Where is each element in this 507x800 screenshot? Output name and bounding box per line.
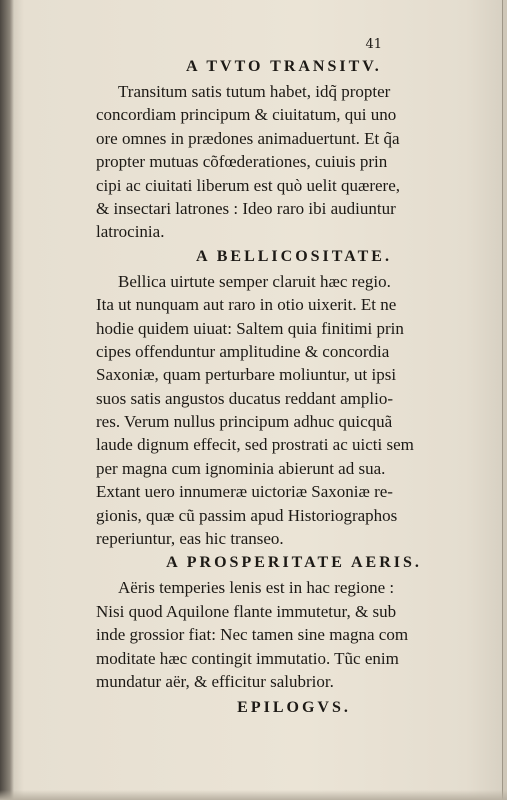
text-line: inde grossior fiat: Nec tamen sine magna com [96,625,409,645]
text-line: per magna cum ignominia abierunt ad sua. [96,458,386,478]
page-gutter-shadow [0,0,14,800]
section-heading-transitu: A TVTO TRANSITV. [186,58,382,75]
text-line: laude dignum effecit, sed prostrati ac uicti sem [96,435,414,455]
text-line: moditate hæc contingit immutatio. Tũc enim [96,648,399,668]
text-line: Extant uero innumeræ uictoriæ Saxoniæ re- [96,482,393,502]
text-line: & insectari latrones : Ideo raro ibi audiuntur [96,198,396,218]
text-line: ore omnes in prædones animaduertunt. Et q̃a [96,128,400,148]
text-line: hodie quidem uiuat: Saltem quia finitimi prin [96,318,404,338]
text-line: res. Verum nullus principum adhuc quicquã [96,412,393,432]
text-line: latrocinia. [96,222,165,242]
text-line: suos satis angustos ducatus reddant amplio- [96,388,393,408]
section-heading-prosperitate-aeris: A PROSPERITATE AERIS. [166,554,422,572]
text-line: Aëris temperies lenis est in hac regione : [118,578,395,598]
text-line: propter mutuas cõfœderationes, cuiuis prin [96,152,388,172]
text-line: Ita ut nunquam aut raro in otio uixerit. Et ne [96,295,397,315]
page-bottom-edge [0,790,507,800]
text-line: Nisi quod Aquilone flante immutetur, & sub [96,601,397,621]
text-line: cipi ac ciuitati liberum est quò uelit quærere, [96,175,401,195]
text-line: reperiuntur, eas hic transeo. [96,529,284,549]
text-line: gionis, quæ cũ passim apud Historiographos [96,505,398,525]
section-heading-epilogus: EPILOGVS. [237,699,351,717]
text-line: Bellica uirtute semper claruit hæc regio. [118,271,391,291]
section-heading-bellicositate: A BELLICOSITATE. [196,247,392,265]
page-edge [502,0,507,800]
text-line: mundatur aër, & efficitur salubrior. [96,671,334,691]
text-line: Transitum satis tutum habet, idq̃ propter [118,82,391,101]
folio-number: 41 [365,37,382,52]
text-block [96,36,492,721]
text-line: cipes offenduntur amplitudine & concordia [96,341,390,361]
text-line: Saxoniæ, quam perturbare moliuntur, ut ipsi [96,365,397,385]
text-line: concordiam principum & ciuitatum, qui uno [96,105,397,125]
